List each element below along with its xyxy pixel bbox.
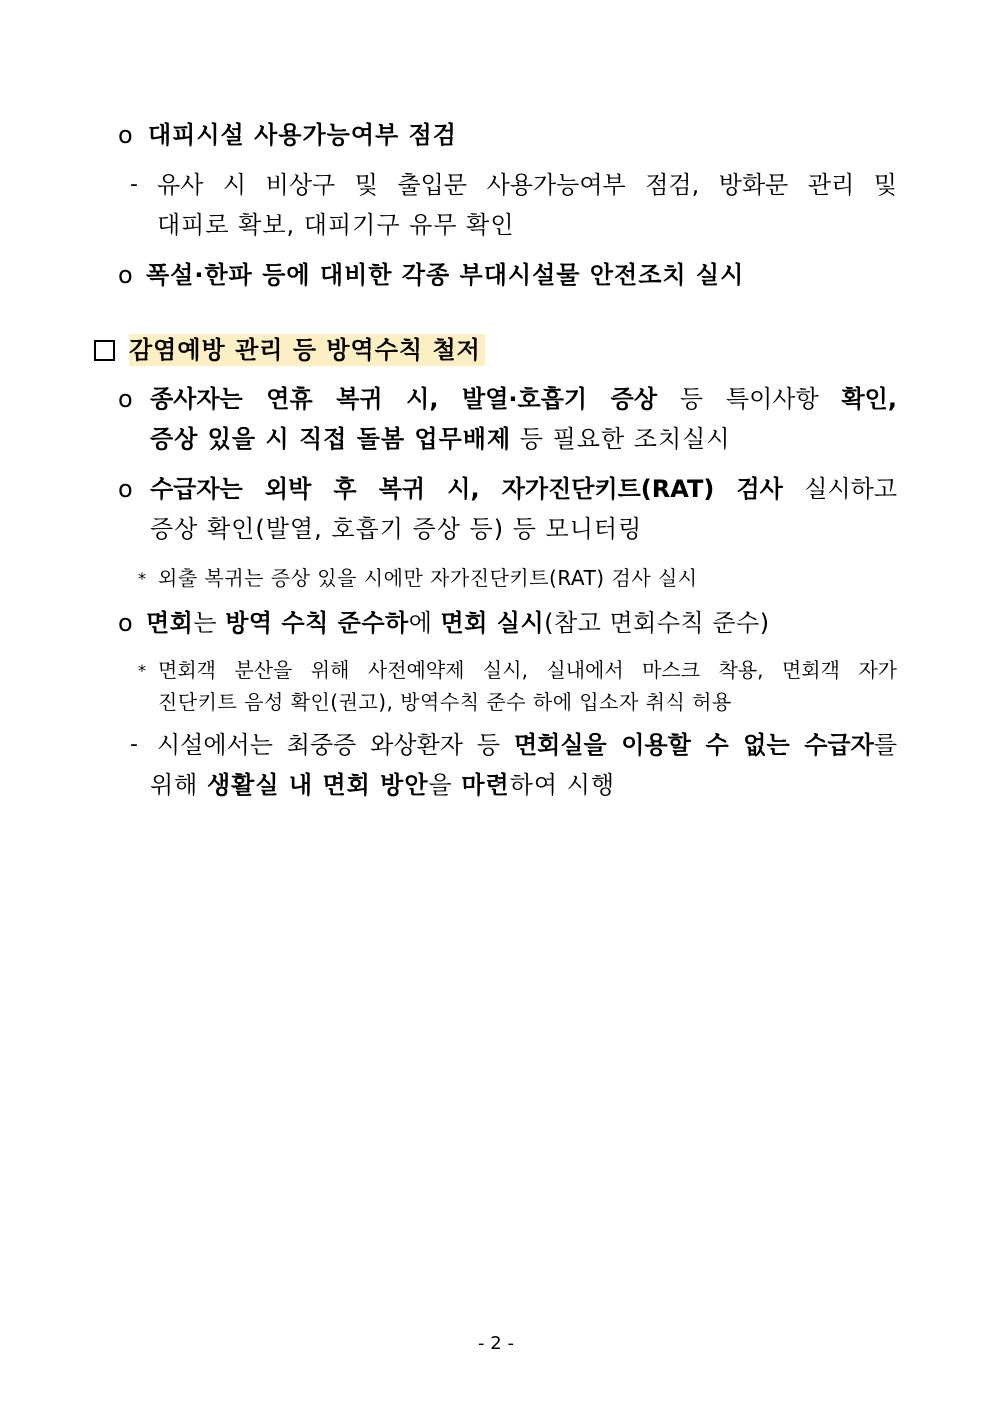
- dash-marker: -: [130, 732, 138, 757]
- staff-line2-bold: 증상 있을 시 직접 돌봄 업무배제: [150, 425, 512, 453]
- recipient-note: 외출 복귀는 증상 있을 시에만 자가진단키트(RAT) 검사 실시: [158, 566, 698, 590]
- visit-normal-1: 는: [193, 609, 226, 637]
- visit-normal-3: (참고 면회수칙 준수): [544, 609, 770, 637]
- facility-line1-normal: 시설에서는 최중증 와상환자 등: [157, 731, 514, 759]
- staff-line1-bold: 종사자는 연휴 복귀 시, 발열·호흡기 증상: [150, 385, 658, 413]
- facility-line1: [157, 730, 897, 760]
- visit-bold-2: 방역 수칙 준수하: [225, 609, 409, 637]
- item-emergency-exit-line1: 유사 시 비상구 및 출입문 사용가능여부 점검, 방화문 관리 및: [157, 171, 897, 199]
- page-number: - 2 -: [478, 1333, 514, 1354]
- staff-line1-normal: 등 특이사항: [657, 385, 842, 413]
- facility-line2-bold-2: 마련: [461, 771, 510, 799]
- visit-normal-2: 에: [408, 609, 441, 637]
- asterisk-marker: *: [138, 569, 146, 588]
- facility-line2-normal-3: 하여 시행: [509, 771, 616, 799]
- facility-line2: [150, 770, 615, 800]
- item-winter-safety: 폭설·한파 등에 대비한 각종 부대시설물 안전조치 실시: [146, 261, 745, 289]
- facility-line2-normal-1: 위해: [150, 771, 207, 799]
- dash-marker: -: [130, 172, 138, 197]
- facility-line2-normal-2: 을: [428, 771, 462, 799]
- visit-note-line1: 면회객 분산을 위해 사전예약제 실시, 실내에서 마스크 착용, 면회객 자가: [158, 658, 897, 682]
- bullet-o-marker: o: [118, 609, 133, 637]
- visit-bold-3: 면회 실시: [440, 609, 545, 637]
- checkbox-square-icon: [94, 340, 115, 361]
- visit-bold-1: 면회: [146, 609, 194, 637]
- asterisk-marker: *: [138, 661, 146, 680]
- bullet-o-marker: o: [118, 475, 133, 503]
- facility-line1-bold: 면회실을 이용할 수 없는 수급자: [513, 731, 874, 759]
- item-emergency-exit-line2: 대피로 확보, 대피기구 유무 확인: [157, 211, 515, 239]
- recipient-line2: 증상 확인(발열, 호흡기 증상 등) 등 모니터링: [150, 515, 643, 543]
- visit-line: [146, 608, 770, 638]
- recipient-line1-normal: 실시하고: [782, 475, 898, 503]
- staff-line2: [150, 424, 731, 454]
- visit-note-line2: 진단키트 음성 확인(권고), 방역수칙 준수 하에 입소자 취식 허용: [158, 690, 732, 714]
- facility-line2-bold-1: 생활실 내 면회 방안: [207, 771, 429, 799]
- section-title: 감염예방 관리 등 방역수칙 철저: [129, 334, 485, 366]
- section-header: [94, 333, 485, 367]
- bullet-o-marker: o: [118, 121, 133, 149]
- facility-line1-end: 를: [873, 731, 897, 759]
- staff-line1: [150, 384, 897, 414]
- bullet-o-marker: o: [118, 385, 133, 413]
- staff-line1-bold-end: 확인,: [841, 385, 897, 413]
- bullet-o-marker: o: [118, 261, 133, 289]
- item-evacuation-check: 대피시설 사용가능여부 점검: [148, 121, 457, 149]
- recipient-line1-bold: 수급자는 외박 후 복귀 시, 자가진단키트(RAT) 검사: [150, 475, 783, 503]
- staff-line2-normal: 등 필요한 조치실시: [511, 425, 731, 453]
- recipient-line1: [150, 474, 897, 504]
